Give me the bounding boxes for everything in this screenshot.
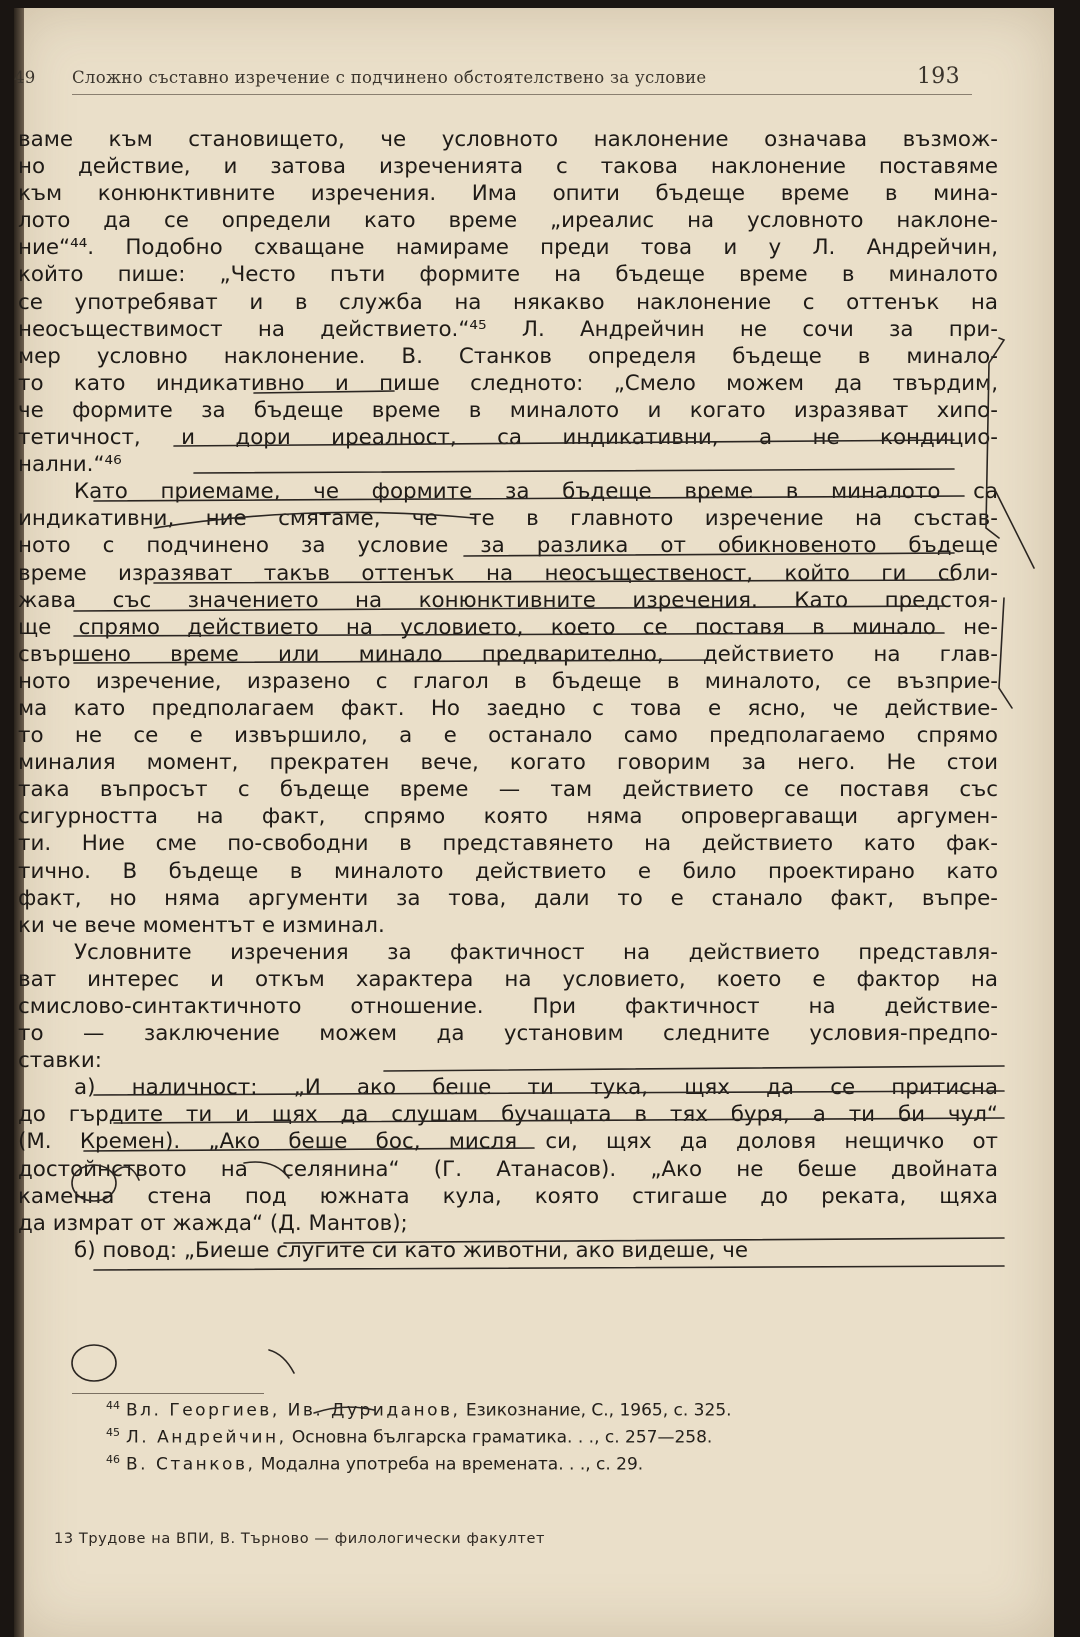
- signature-line: 13 Трудове на ВПИ, В. Търново — филологически факултет: [54, 1531, 546, 1547]
- footnote-46: [106, 1453, 1006, 1475]
- text-line: мер условно наклонение. В. Станков определя бъдеще в минало-: [18, 343, 998, 369]
- margin-bracket: [994, 488, 1034, 568]
- footnote-number: 45: [106, 1426, 120, 1439]
- header-rule: [72, 94, 972, 95]
- text-line: се употребяват и в служба на някакво наклонение с оттенък на: [18, 289, 998, 315]
- text-line: ние“⁴⁴. Подобно схващане намираме преди това и у Л. Андрейчин,: [18, 235, 998, 261]
- text-line: то не се е извършило, а е останало само предполагаемо спрямо: [18, 723, 998, 749]
- page-number: 193: [917, 64, 960, 89]
- footnote-45: [106, 1426, 1006, 1448]
- left-page-number-fragment: 49: [14, 68, 36, 87]
- text-line: да измрат от жажда“ (Д. Мантов);: [18, 1210, 408, 1236]
- text-line: сигурността на факт, спрямо която няма опровергаващи аргумен-: [18, 804, 998, 830]
- text-line: нални.“⁴⁶: [18, 452, 122, 478]
- text-line: ваме към становището, че условното наклонение означава възмож-: [18, 127, 998, 152]
- text-line: че формите за бъдеще време в миналото и когато изразяват хипо-: [18, 397, 998, 423]
- footnote-author: Вл. Георгиев, Ив. Дуриданов,: [126, 1400, 461, 1421]
- footnote-44: [106, 1399, 1006, 1421]
- book-page: [14, 8, 1054, 1637]
- footnote-number: 44: [106, 1399, 120, 1412]
- text-line: б) повод: „Биеше слугите си като животни, ако видеше, че: [74, 1237, 749, 1263]
- text-line: миналия момент, прекратен вече, когато говорим за него. Не стои: [18, 750, 998, 776]
- text-line: ват интерес и откъм характера на условието, което е фактор на: [18, 966, 998, 992]
- text-line: ти. Ние сме по-свободни в представянето на действието като фак-: [18, 831, 998, 857]
- text-line: смислово-синтактичното отношение. При фактичност на действие-: [18, 994, 998, 1019]
- running-header: [14, 66, 1014, 96]
- text-line: неосъществимост на действието.“⁴⁵ Л. Андрейчин не сочи за при-: [18, 316, 998, 342]
- text-line: то — заключение можем да установим следните условия-предпо-: [18, 1021, 998, 1047]
- text-line: ставки:: [18, 1048, 102, 1074]
- text-line: ното изречение, изразено с глагол в бъдеще в миналото, се възприе-: [18, 668, 998, 694]
- text-line: ма като предполагаем факт. Но заедно с това е ясно, че действие-: [18, 695, 998, 721]
- text-line: жава със значението на конюнктивните изречения. Като предстоя-: [18, 587, 998, 613]
- text-line: към конюнктивните изречения. Има опити бъдеще време в мина-: [18, 181, 998, 207]
- text-line: тично. В бъдеще в миналото действието е било проектирано като: [18, 858, 998, 884]
- text-line: до гърдите ти и щях да слушам бучащата в тях буря, а ти би чул“: [18, 1102, 998, 1128]
- text-line: индикативни, ние смятаме, че те в главното изречение на състав-: [18, 506, 998, 532]
- text-line: (М. Кремен). „Ако беше бос, мисля си, щях да доловя нещичко от: [18, 1129, 998, 1155]
- text-line: тетичност, и дори иреалност, са индикативни, а не кондицио-: [18, 425, 998, 451]
- text-line: факт, но няма аргументи за това, дали то е станало факт, въпре-: [18, 885, 998, 911]
- footnote-author: Л. Андрейчин,: [126, 1427, 287, 1448]
- text-line: Условните изречения за фактичност на действието представля-: [74, 939, 998, 965]
- text-line: ки че вече моментът е изминал.: [18, 912, 385, 938]
- text-line: свършено време или минало предварително, действието на глав-: [18, 641, 998, 667]
- underline-mark: [269, 1350, 294, 1373]
- margin-bracket: [999, 598, 1012, 708]
- text-line: време изразяват такъв оттенък на неосъщественост, който ги сбли-: [18, 560, 998, 586]
- circle-mark: [72, 1345, 116, 1381]
- footnote-number: 46: [106, 1453, 120, 1466]
- underline-mark: [94, 1266, 1004, 1270]
- text-line: а) наличност: „И ако беше ти тука, щях да се притисна: [74, 1075, 998, 1101]
- text-line: каменна стена под южната кула, която стигаше до реката, щяха: [18, 1183, 998, 1209]
- text-line: Като приемаме, че формите за бъдеще време в миналото са: [74, 479, 998, 505]
- footnote-author: В. Станков,: [126, 1454, 256, 1475]
- text-line: достойнството на селянина“ (Г. Атанасов). „Ако не беше двойната: [18, 1156, 998, 1182]
- text-line: така въпросът с бъдеще време — там действието се поставя със: [18, 777, 998, 803]
- text-line: то като индикативно и пише следното: „Смело можем да твърдим,: [18, 370, 998, 396]
- main-text: [18, 126, 998, 1264]
- running-title: Сложно съставно изречение с подчинено обстоятелствено за условие: [72, 68, 707, 87]
- footnote-text: Езикознание, С., 1965, с. 325.: [465, 1400, 732, 1421]
- text-line: който пише: „Често пъти формите на бъдеще време в миналото: [18, 262, 998, 288]
- text-line: ще спрямо действието на условието, което се поставя в минало не-: [18, 614, 998, 640]
- text-line: лото да се определи като време „иреалис на условното наклоне-: [18, 208, 998, 234]
- footnote-rule: [72, 1393, 264, 1394]
- text-line: но действие, и затова изреченията с такова наклонение поставяме: [18, 154, 998, 180]
- text-line: ното с подчинено за условие за разлика от обикновеното бъдеще: [18, 533, 998, 559]
- footnote-text: Основна българска граматика. . ., с. 257—258.: [291, 1427, 713, 1448]
- footnote-text: Модална употреба на времената. . ., с. 29.: [260, 1454, 644, 1475]
